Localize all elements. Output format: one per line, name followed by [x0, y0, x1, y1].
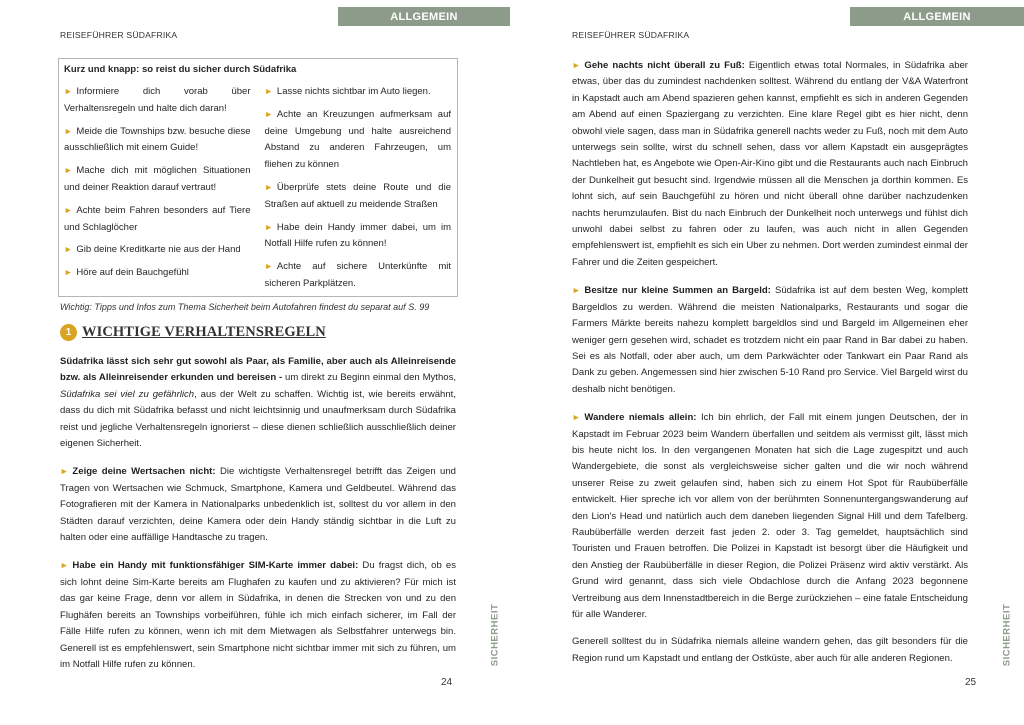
section-heading [60, 324, 326, 341]
triangle-bullet-icon: ► [60, 560, 69, 571]
triangle-bullet-icon: ► [264, 261, 273, 272]
summary-item: ► Höre auf dein Bauchgefühl [64, 267, 189, 279]
side-label: SICHERHEIT [1001, 603, 1013, 667]
triangle-bullet-icon: ► [264, 221, 273, 232]
intro-paragraph: Südafrika lässt sich sehr gut sowohl als Paar, als Familie, aber auch als Alleinreisende bzw. als Alleinreisender erkunden und bereisen - um direkt zu Beginn einmal den Mythos, Südafrika sei viel zu gefährlich, aus der Welt zu schaffen. Wichtig ist, wie bereits erwähnt, dass du dich mit Südafrika befasst und nicht leichtsinnig und unaufmerksam durch Südafrika reist und jegliche Verhaltensregeln ignorierst – diese dienen schließlich ausschließlich deiner eigenen Sicherheit. [60, 356, 456, 450]
page-number: 24 [441, 677, 453, 688]
paragraph-phone: ► Habe ein Handy mit funktionsfähiger SIM-Karte immer dabei: Du fragst dich, ob es sich lohnt deine Sim-Karte bereits am Flughafen zu kaufen und zu aktivieren? Für mich ist das gar keine Frage, denn vor allem in Südafrika, in denen die Strecken von und zu den Flughäfen bereits an Townships vorbeiführen, fühle ich mich einfach sicherer, im Fall der Fälle Hilfe rufen zu können, wenn ich mit dem Mietwagen als Selbstfahrer unterwegs bin. Generell ist es empfehlenswert, sein Smartphone nicht sichtbar immer mit sich zu führen, um im Notfall Hilfe rufen zu können. [60, 560, 456, 670]
note-text: Wichtig: Tipps und Infos zum Thema Sicherheit beim Autofahren findest du separat auf S. 99 [60, 302, 430, 312]
summary-item: ► Habe dein Handy immer dabei, um im Notfall Hilfe rufen zu können! [264, 221, 451, 250]
triangle-bullet-icon: ► [64, 86, 73, 96]
summary-item: ► Achte auf sichere Unterkünfte mit sicheren Parkplätzen. [264, 261, 451, 289]
paragraph-general: Generell solltest du in Südafrika niemals alleine wandern gehen, das gilt besonders für die Region rund um Kapstadt und entlang der Ostküste, aber auch für alle anderen Regionen. [572, 636, 968, 664]
header-tab: ALLGEMEIN [338, 7, 510, 26]
summary-item: ► Lasse nichts sichtbar im Auto liegen. [264, 86, 431, 97]
summary-item: ► Mache dich mit möglichen Situationen und deiner Reaktion darauf vertraut! [64, 165, 251, 193]
triangle-bullet-icon: ► [64, 244, 73, 255]
triangle-bullet-icon: ► [264, 181, 273, 192]
left-body [60, 354, 456, 684]
summary-column-right [265, 83, 452, 298]
section-title: WICHTIGE VERHALTENSREGELN [82, 324, 326, 340]
right-body [572, 57, 968, 678]
summary-item: ► Achte an Kreuzungen aufmerksam auf deine Umgebung und halte ausreichend Abstand zu anderen Fahrzeugen, um fliehen zu können [264, 108, 451, 171]
triangle-bullet-icon: ► [572, 60, 581, 70]
summary-item: ► Informiere dich vorab über Verhaltensregeln und halte dich daran! [64, 86, 251, 114]
summary-box [58, 58, 458, 297]
triangle-bullet-icon: ► [60, 466, 69, 477]
paragraph-valuables: ► Zeige deine Wertsachen nicht: Die wichtigste Verhaltensregel betrifft das Zeigen und Tragen von Wertsachen wie Schmuck, Smartphone, Kamera und Geldbeutel. Während das Fotografieren mit der Kamera in Nationalparks unbedenklich ist, solltest du vor allem in den Städten darauf verzichten, deine Kamera oder dein Handy ständig sichtbar in die Luft zu halten oder eine auffällige Handtasche zu tragen. [60, 466, 456, 544]
triangle-bullet-icon: ► [64, 204, 73, 215]
summary-item: ► Überprüfe stets deine Route und die Straßen auf aktuell zu meidende Straßen [264, 181, 451, 210]
summary-item: ► Achte beim Fahren besonders auf Tiere und Schlaglöcher [64, 204, 251, 233]
section-number-badge: 1 [60, 324, 77, 341]
summary-item: ► Meide die Townships bzw. besuche diese ausschließlich mit einem Guide! [64, 125, 251, 154]
side-label: SICHERHEIT [489, 603, 501, 667]
triangle-bullet-icon: ► [264, 108, 273, 119]
triangle-bullet-icon: ► [264, 86, 273, 96]
triangle-bullet-icon: ► [64, 267, 73, 278]
summary-column-left [64, 83, 251, 298]
paragraph-night: ► Gehe nachts nicht überall zu Fuß: Eigentlich etwas total Normales, in Südafrika aber etwas, über das du zumindest nachdenken solltest. Während du entlang der V&A Waterfront in Kapstadt auch am Abend spazieren gehen kannst, empfiehlt es sich in anderen Gegenden am Abend auf einen Spaziergang zu verzichten. Eine klare Regel gibt es hier nicht, denn obwohl viele sagen, dass man in Südafrika generell nachts weder zu Fuß, noch mit dem Auto unterwegs sein sollte, wirst du schnell sehen, dass vor allem Kapstadt ein ausgeprägtes Nachtleben hat, es Angebote wie Open-Air-Kino gibt und die Restaurants auch nach Einbruch der Dunkelheit gut besucht sind. Irgendwie müssen all die Menschen ja dorthin kommen. Es lohnt sich, auf sein Bauchgefühl zu hören und nicht überall ohne darüber nachzudenken nachts herumzulaufen. Bist du nach Einbruch der Dunkelheit noch unterwegs und fühlst dich unwohl dabei selbst zu fahren oder zu laufen, was auch nicht in allen Gegenden empfehlenswert ist, empfiehlt es sich ein Uber zu nehmen. Dort werden zumindest einmal der Fahrer und die Zeiten gespeichert. [572, 60, 968, 268]
paragraph-hiking: ► Wandere niemals allein: Ich bin ehrlich, der Fall mit einem jungen Deutschen, der in Kapstadt im Februar 2023 beim Wandern überfallen und seitdem als vermisst gilt, lässt mich bis heute nicht los. In den vergangenen Monaten hat sich die Lage zugespitzt und auch Wandergebiete, die sonst als vergleichsweise sicher galten und die wir noch während unserer Reise zu zweit gelaufen sind, haben sich zu einem Hot Spot für Raubüberfälle entwickelt. Hier spreche ich vor allem von der berühmten Sonnenuntergangswanderung auf den Lion's Head und natürlich auch dem daneben liegenden Signal Hill und dem Tafelberg. Raubüberfälle werden derzeit fast jeden 2. oder 3. Tag gemeldet, hauptsächlich sind Touristen und Frauen betroffen. Die Polizei in Kapstadt ist besorgt über die Häufigkeit und den Anstieg der Raubüberfälle in dieser Region, die Polizei Präsenz wird aktiv verstärkt. Als Grund wird genannt, dass sich viele Obdachlose durch die Anfang 2023 begonnene Vertreibung aus dem Innenstadtbereich in die Berge zurückziehen – eine fatale Entscheidung für alle Wanderer. [572, 412, 968, 620]
header-tab: ALLGEMEIN [850, 7, 1024, 26]
page-number: 25 [965, 677, 977, 688]
paragraph-cash: ► Besitze nur kleine Summen an Bargeld: Südafrika ist auf dem besten Weg, komplett Bargeldlos zu werden. Während die meisten Nationalparks, Restaurants und sogar die Farmers Märkte bereits nahezu komplett bargeldlos sind und Bargeld im Allgemeinen eher weniger gern gesehen wird, schadet es trotzdem nicht ein paar Rand in Bar dabei zu haben. Sei es als Notfall, oder aber auch, um dem Parkwächter oder Tankwart ein Paar Rand als Dank zu geben. Angemessen sind hier zwischen 5-10 Rand pro Service. Viel Bargeld wirst du deshalb nicht benötigen. [572, 285, 968, 395]
triangle-bullet-icon: ► [64, 125, 73, 136]
summary-box-title: Kurz und knapp: so reist du sicher durch Südafrika [64, 64, 297, 75]
running-head: REISEFÜHRER SÜDAFRIKA [60, 30, 178, 40]
triangle-bullet-icon: ► [572, 412, 581, 423]
triangle-bullet-icon: ► [64, 165, 73, 176]
triangle-bullet-icon: ► [572, 285, 581, 296]
summary-item: ► Gib deine Kreditkarte nie aus der Hand [64, 244, 241, 256]
running-head: REISEFÜHRER SÜDAFRIKA [572, 30, 690, 40]
right-page [512, 0, 1024, 725]
